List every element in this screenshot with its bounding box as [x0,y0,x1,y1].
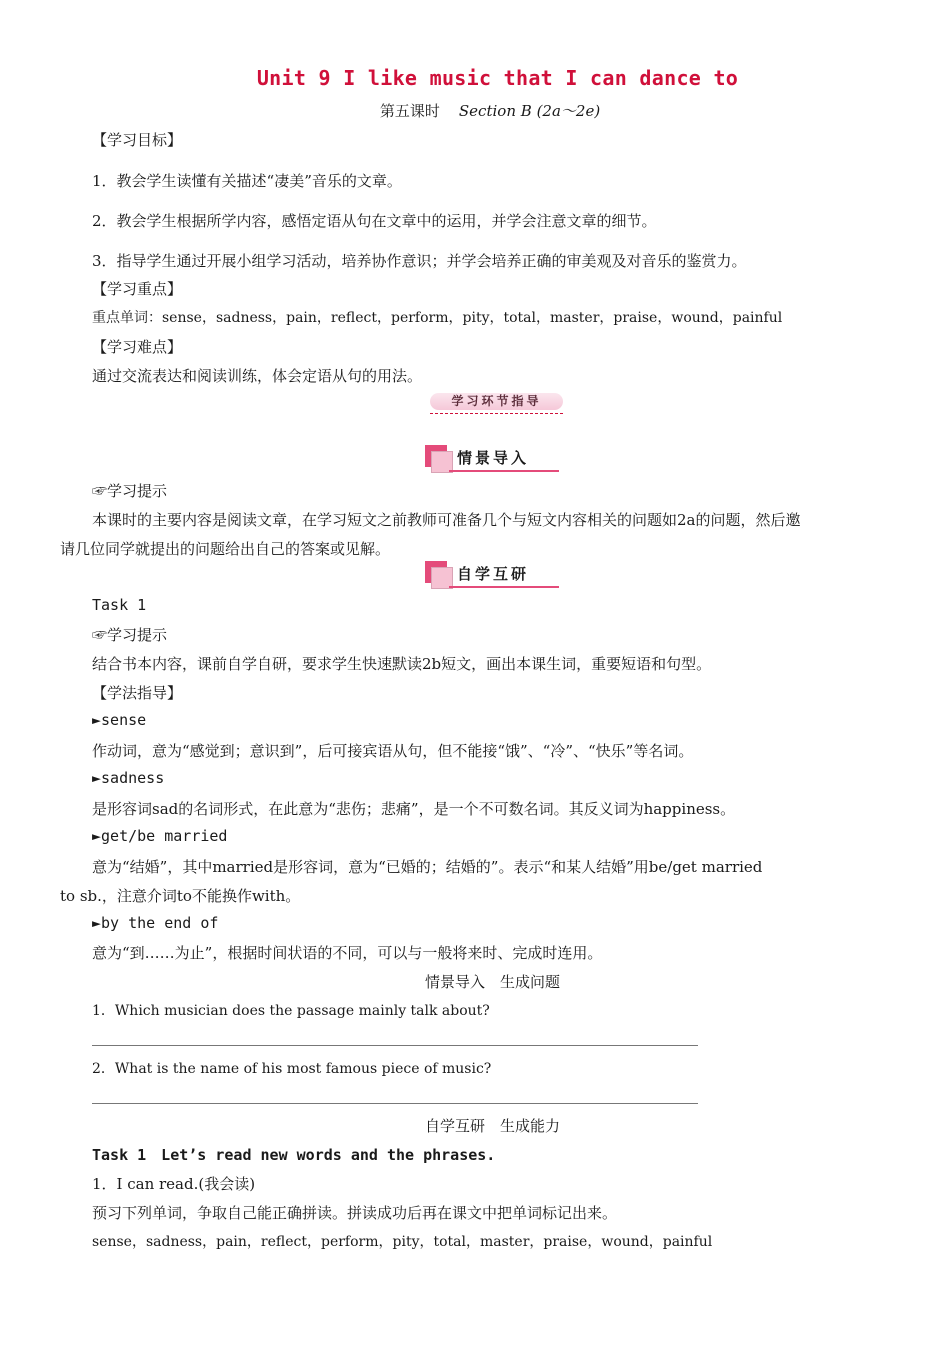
difficulties-heading: 【学习难点】 [92,338,183,356]
ability-heading: 自学互研 生成能力 [424,1117,560,1135]
vocab-desc: 是形容词sad的名词形式，在此意为“悲伤；悲痛”，是一个不可数名词。其反义词为happiness。 [92,800,736,818]
vocab-desc: 意为“到……为止”，根据时间状语的不同，可以与一般将来时、完成时连用。 [92,944,603,962]
section-label: Section B [458,102,532,120]
vocab-term: ►by the end of [92,914,219,932]
lesson-number: 第五课时 [379,102,440,120]
question-item: 2．What is the name of his most famous piece of music? [92,1061,492,1077]
objectives-heading: 【学习目标】 [92,131,183,149]
selfstudy-paragraph: 结合书本内容，课前自学自研，要求学生快速默读2b短文，画出本课生词，重要短语和句型。 [92,655,712,673]
answer-line[interactable] [92,1045,698,1046]
answer-line[interactable] [92,1103,698,1104]
page-title: Unit 9 I like music that I can dance to [256,66,739,90]
section-heading-selfstudy: 自学互研 [425,559,560,589]
method-heading: 【学法指导】 [92,684,183,702]
difficulties-text: 通过交流表达和阅读训练，体会定语从句的用法。 [92,367,423,385]
objective-item: 2．教会学生根据所学内容，感悟定语从句在文章中的运用，并学会注意文章的细节。 [92,212,657,230]
ability-words: sense，sadness，pain，reflect，perform，pity，total，master，praise，wound，painful [92,1234,713,1250]
section-range: (2a～2e) [536,102,601,120]
keypoints-heading: 【学习重点】 [92,280,183,298]
lesson-subtitle [0,100,950,121]
vocab-desc: 作动词，意为“感觉到；意识到”，后可接宾语从句，但不能接“饿”、“冷”、“快乐”等名词。 [92,742,694,760]
vocab-term: ►sense [92,711,147,729]
intro-paragraph-line: 请几位同学就提出的问题给出自己的答案或见解。 [60,540,391,558]
task-label: Task 1 [92,596,147,614]
study-tip-label: ☞学习提示 [92,626,168,644]
ability-instruction: 预习下列单词，争取自己能正确拼读。拼读成功后再在课文中把单词标记出来。 [92,1204,618,1222]
guide-banner: 学习环节指导 [430,393,570,415]
ability-task: Task 1 Let’s read new words and the phrases. [92,1146,496,1164]
section-heading-intro: 情景导入 [425,443,560,473]
vocab-desc: 意为“结婚”，其中married是形容词，意为“已婚的；结婚的”。表示“和某人结婚”用be/get married [92,858,763,876]
keypoints-text: 重点单词：sense，sadness，pain，reflect，perform，pity，total，master，praise，wound，painful [92,310,783,326]
objective-item: 1．教会学生读懂有关描述“凄美”音乐的文章。 [92,172,402,190]
vocab-term: ►sadness [92,769,165,787]
intro-paragraph-line: 本课时的主要内容是阅读文章，在学习短文之前教师可准备几个与短文内容相关的问题如2a的问题，然后邀 [92,511,801,529]
question-item: 1．Which musician does the passage mainly talk about? [92,1003,490,1019]
study-tip-label: ☞学习提示 [92,482,168,500]
objective-item: 3．指导学生通过开展小组学习活动，培养协作意识；并学会培养正确的审美观及对音乐的鉴赏力。 [92,252,747,270]
questions-heading: 情景导入 生成问题 [424,973,560,991]
vocab-desc: to sb.，注意介词to不能换作with。 [60,887,301,905]
vocab-term: ►get/be married [92,827,228,845]
ability-subheading: 1．I can read.(我会读) [92,1175,256,1193]
